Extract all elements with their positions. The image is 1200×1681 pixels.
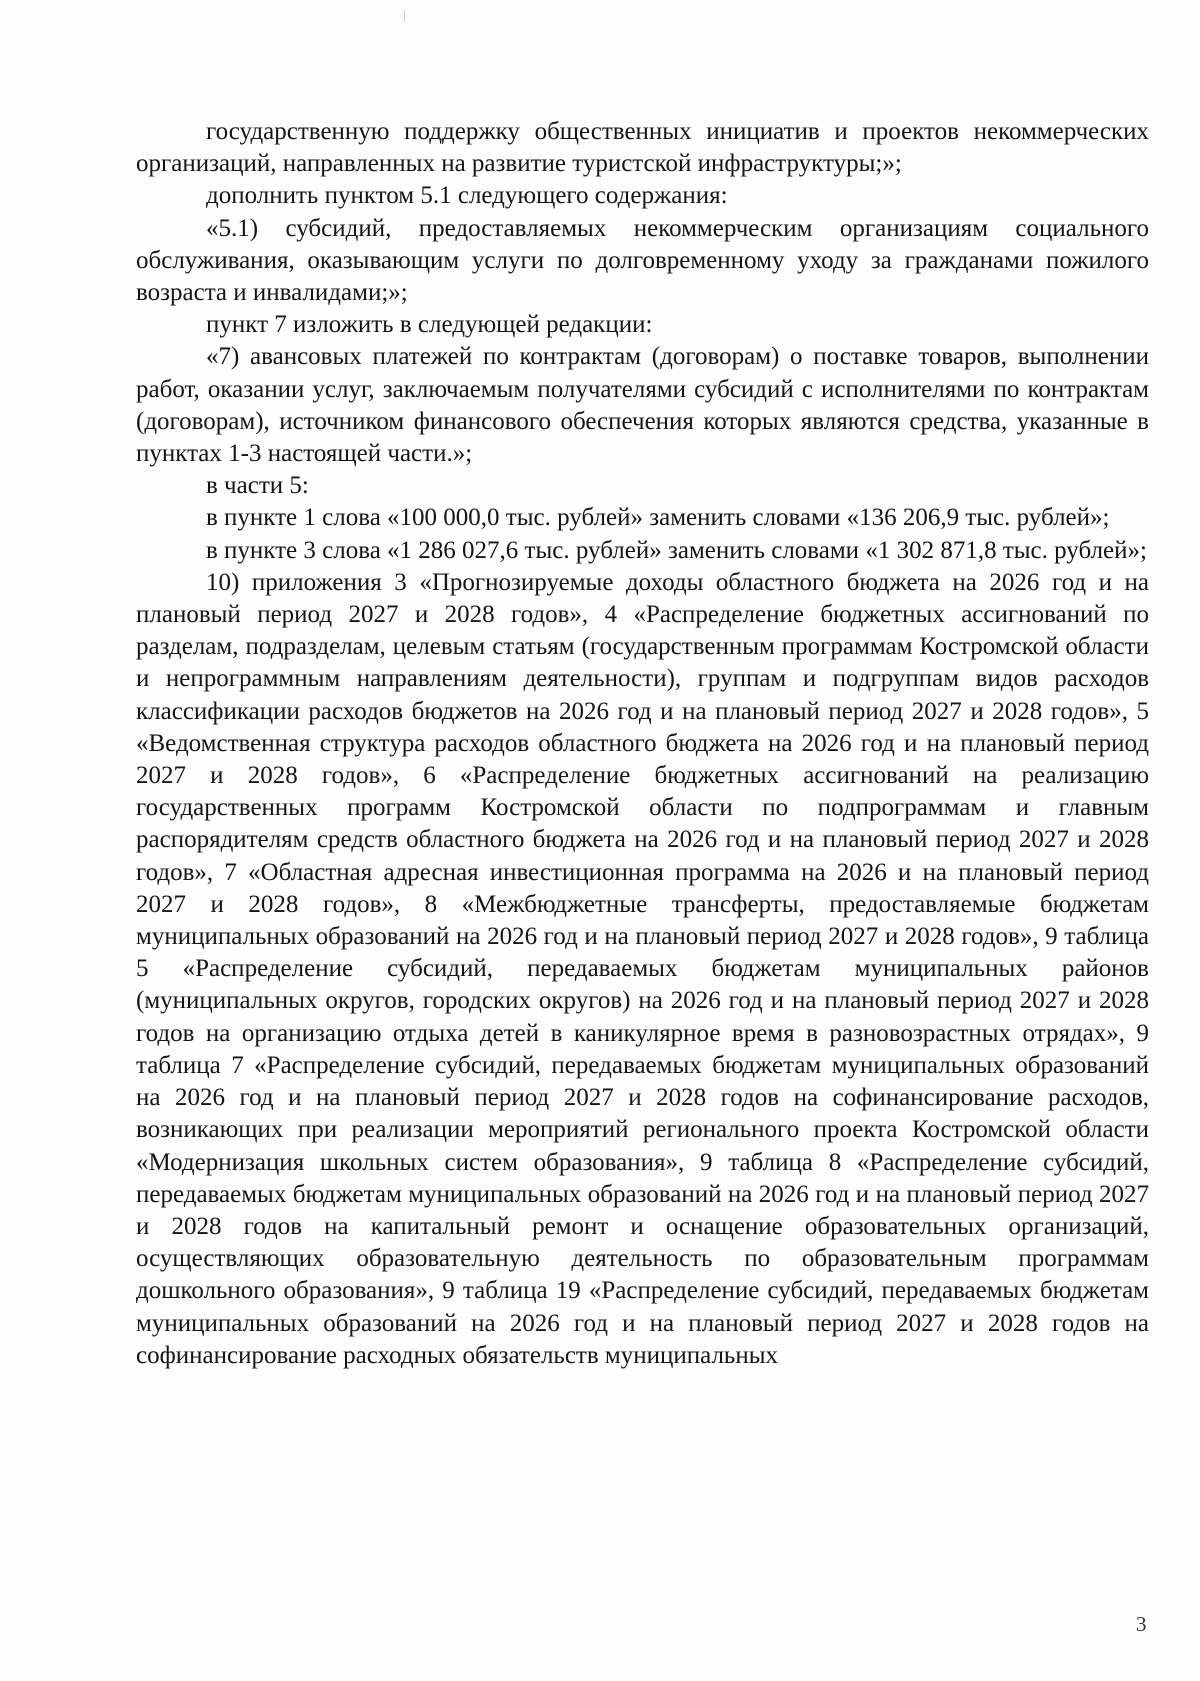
document-body	[136, 116, 1149, 1372]
paragraph-4: пункт 7 изложить в следующей редакции:	[206, 311, 653, 339]
page-number: 3	[1136, 1612, 1147, 1636]
paragraph-1: государственную поддержку общественных инициатив и проектов некоммерческих организаций, направленных на развитие туристской инфраструктуры;»;	[136, 118, 1149, 178]
paragraph-5: «7) авансовых платежей по контрактам (договорам) о поставке товаров, выполнении работ, оказании услуг, заключаемым получателями субсидий с исполнителями по контрактам (договорам), источником финансового обеспечения которых являются средства, указанные в пунктах 1-3 настоящей части.»;	[136, 343, 1149, 468]
paragraph-7: в пункте 1 слова «100 000,0 тыс. рублей» заменить словами «136 206,9 тыс. рублей»;	[206, 504, 1110, 532]
scan-artifact	[404, 10, 405, 22]
paragraph-6: в части 5:	[206, 472, 309, 500]
paragraph-8: в пункте 3 слова «1 286 027,6 тыс. рублей» заменить словами «1 302 871,8 тыс. рублей»;	[206, 536, 1147, 564]
paragraph-9: 10) приложения 3 «Прогнозируемые доходы областного бюджета на 2026 год и на плановый период 2027 и 2028 годов», 4 «Распределение бюджетных ассигнований по разделам, подразделам, целевым статьям (государственным программам Костромской области и непрограммным направлениям деятельности), группам и подгруппам видов расходов классификации расходов бюджетов на 2026 год и на плановый период 2027 и 2028 годов», 5 «Ведомственная структура расходов областного бюджета на 2026 год и на плановый период 2027 и 2028 годов», 6 «Распределение бюджетных ассигнований на реализацию государственных программ Костромской области по подпрограммам и главным распорядителям средств областного бюджета на 2026 год и на плановый период 2027 и 2028 годов», 7 «Областная адресная инвестиционная программа на 2026 и на плановый период 2027 и 2028 годов», 8 «Межбюджетные трансферты, предоставляемые бюджетам муниципальных образований на 2026 год и на плановый период 2027 и 2028 годов», 9 таблица 5 «Распределение субсидий, передаваемых бюджетам муниципальных районов (муниципальных округов, городских округов) на 2026 год и на плановый период 2027 и 2028 годов на организацию отдыха детей в каникулярное время в разновозрастных отрядах», 9 таблица 7 «Распределение субсидий, передаваемых бюджетам муниципальных образований на 2026 год и на плановый период 2027 и 2028 годов на софинансирование расходов, возникающих при реализации мероприятий регионального проекта Костромской области «Модернизация школьных систем образования», 9 таблица 8 «Распределение субсидий, передаваемых бюджетам муниципальных образований на 2026 год и на плановый период 2027 и 2028 годов на капитальный ремонт и оснащение образовательных организаций, осуществляющих образовательную деятельность по образовательным программам дошкольного образования», 9 таблица 19 «Распределение субсидий, передаваемых бюджетам муниципальных образований на 2026 год и на плановый период 2027 и 2028 годов на софинансирование расходных обязательств муниципальных	[136, 568, 1149, 1369]
paragraph-2: дополнить пунктом 5.1 следующего содержания:	[206, 182, 728, 210]
paragraph-3: «5.1) субсидий, предоставляемых некоммерческим организациям социального обслуживания, оказывающим услуги по долговременному уходу за гражданами пожилого возраста и инвалидами;»;	[136, 214, 1149, 307]
